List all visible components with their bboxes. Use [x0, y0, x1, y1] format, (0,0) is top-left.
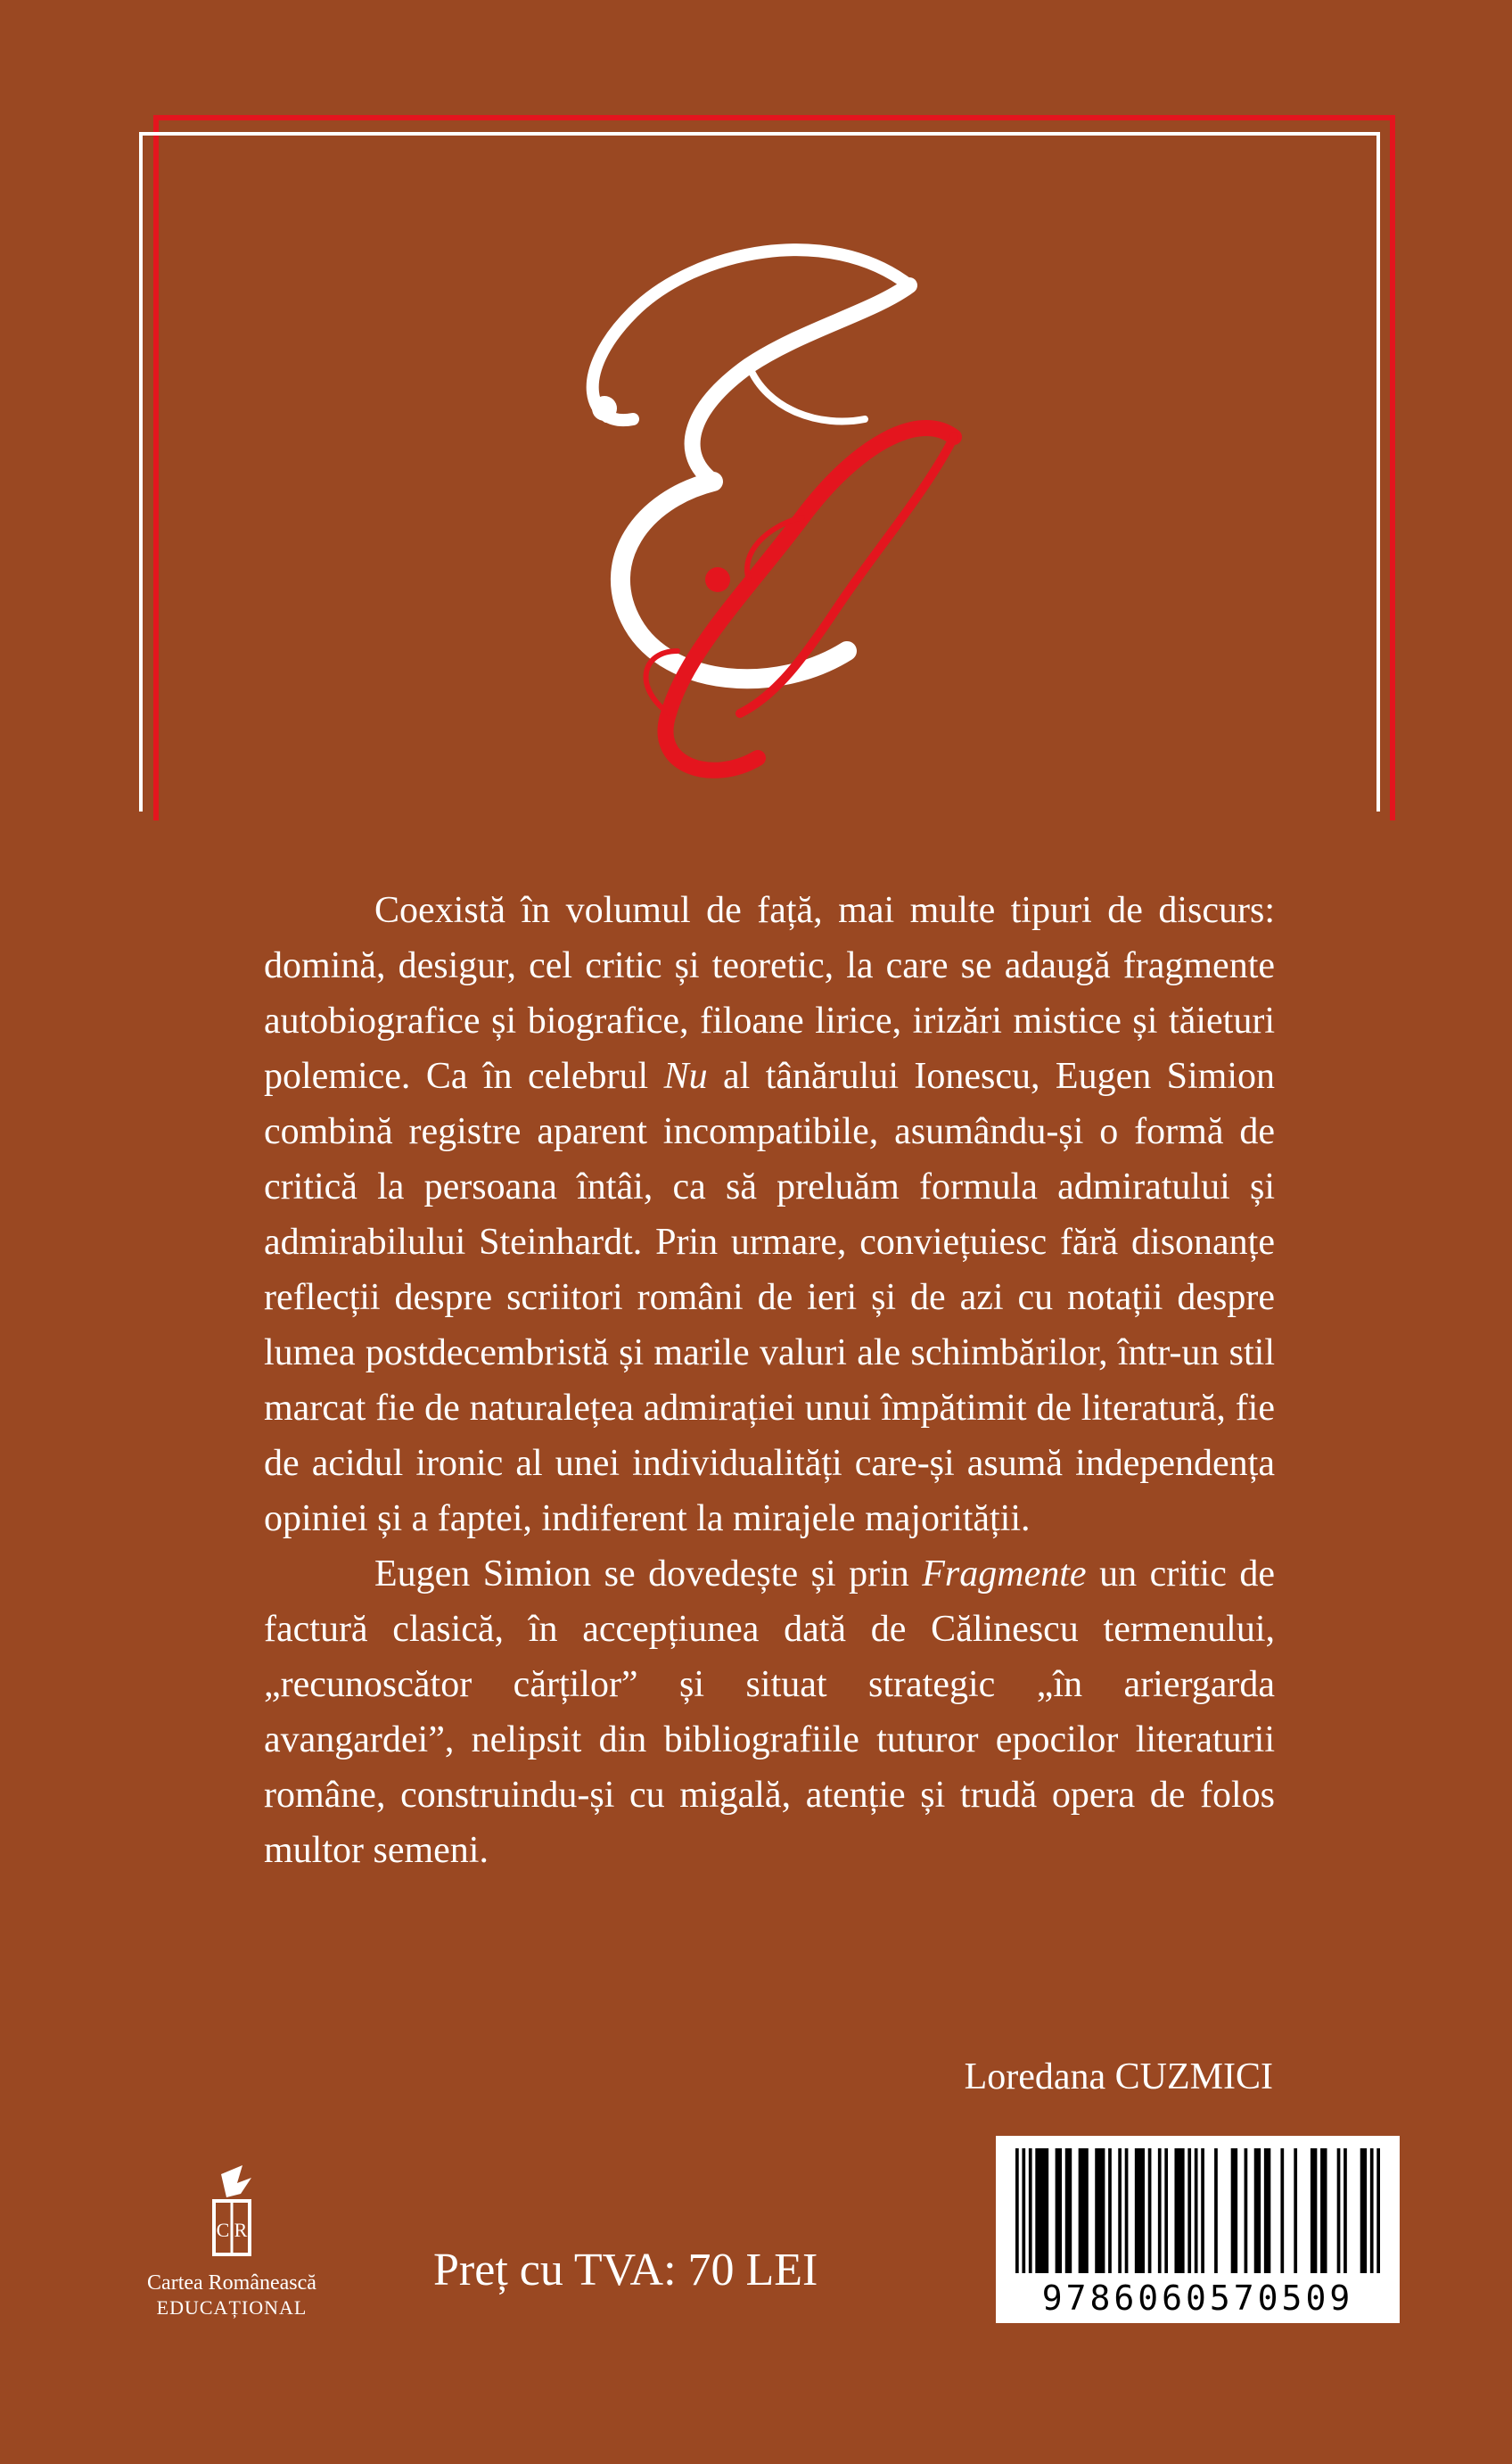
barcode-bar — [1056, 2148, 1062, 2273]
barcode-bar — [1118, 2148, 1122, 2273]
barcode-bar — [1231, 2148, 1237, 2273]
barcode-bar — [1360, 2148, 1367, 2273]
publisher-emblem-icon — [205, 2165, 259, 2263]
barcode-bar — [1095, 2148, 1105, 2273]
barcode-bar — [1174, 2148, 1184, 2273]
barcode-bar — [1320, 2148, 1327, 2273]
barcode-bar — [1135, 2148, 1145, 2273]
barcode-bar — [1065, 2148, 1072, 2273]
blurb-paragraph-1: Coexistă în volumul de față, mai multe tipuri de discurs: domină, desigur, cel critic și teoretic, la care se adaugă fragmente autobiografice și biografice, filoane lirice, irizări mistice și tăieturi polemice. Ca în celebrul Nu al tânărului Ionescu, Eugen Simion combină registre aparent incompatibile, asumându-și o formă de critică la persoana întâi, ca să preluăm formula admiratului și admirabilului Steinhardt. Prin urmare, conviețuiesc fără disonanțe reflecții despre scriitori români de ieri și de azi cu notații despre lumea postdecembristă și marile valuri ale schimbărilor, într-un stil marcat fie de naturalețea admirației unui împătimit de literatură, fie de acidul ironic al unei individualități care-și asumă independența opiniei și a faptei, indiferent la mirajele majorității. — [264, 890, 1275, 1539]
barcode-bar — [1195, 2148, 1198, 2273]
barcode-bar — [1108, 2148, 1112, 2273]
barcode-bar — [1254, 2148, 1261, 2273]
publisher-logo-letter-c: C — [216, 2219, 230, 2241]
barcode-bar — [1264, 2148, 1270, 2273]
barcode-digits: 9786060570509 — [1041, 2279, 1354, 2318]
barcode-bar — [1294, 2148, 1297, 2273]
publisher-logo — [125, 2165, 339, 2320]
barcode-bar — [1148, 2148, 1152, 2273]
barcode-bars — [1015, 2148, 1380, 2273]
price-label: Preț cu TVA: 70 LEI — [433, 2245, 818, 2295]
blurb-paragraph-2: Eugen Simion se dovedește și prin Fragmente un critic de factură clasică, în accepțiunea dată de Călinescu termenului, „recunoscător cărților” și situat strategic „în ariergarda avangardei”, nelipsit din bibliografiile tuturor epocilor literaturii române, construindu-și cu migală, atenție și trudă opera de folos multor semeni. — [264, 1553, 1276, 1871]
barcode-bar — [1125, 2148, 1129, 2273]
barcode-bar — [1376, 2148, 1380, 2273]
monogram-es-icon — [535, 232, 998, 785]
blurb-author: Loredana CUZMICI — [964, 2056, 1273, 2097]
publisher-imprint: EDUCAȚIONAL — [156, 2296, 308, 2319]
barcode-bar — [1035, 2148, 1048, 2273]
publisher-logo-letter-r: R — [234, 2219, 248, 2241]
barcode-bar — [1079, 2148, 1089, 2273]
barcode-bar — [1022, 2148, 1025, 2273]
barcode-bar — [1214, 2148, 1218, 2273]
barcode-bar — [1311, 2148, 1317, 2273]
barcode-bar — [1187, 2148, 1191, 2273]
barcode-bar — [1370, 2148, 1374, 2273]
isbn-barcode — [996, 2136, 1400, 2323]
barcode-bar — [1201, 2148, 1204, 2273]
barcode-bar — [1164, 2148, 1168, 2273]
barcode-bar — [1245, 2148, 1248, 2273]
barcode-bar — [1158, 2148, 1162, 2273]
barcode-bar — [1029, 2148, 1032, 2273]
barcode-bar — [1015, 2148, 1019, 2273]
barcode-bar — [1280, 2148, 1284, 2273]
barcode-bar — [1344, 2148, 1347, 2273]
publisher-name: Cartea Românească — [147, 2271, 316, 2295]
barcode-bar — [1337, 2148, 1341, 2273]
blurb-text — [264, 883, 1275, 1878]
